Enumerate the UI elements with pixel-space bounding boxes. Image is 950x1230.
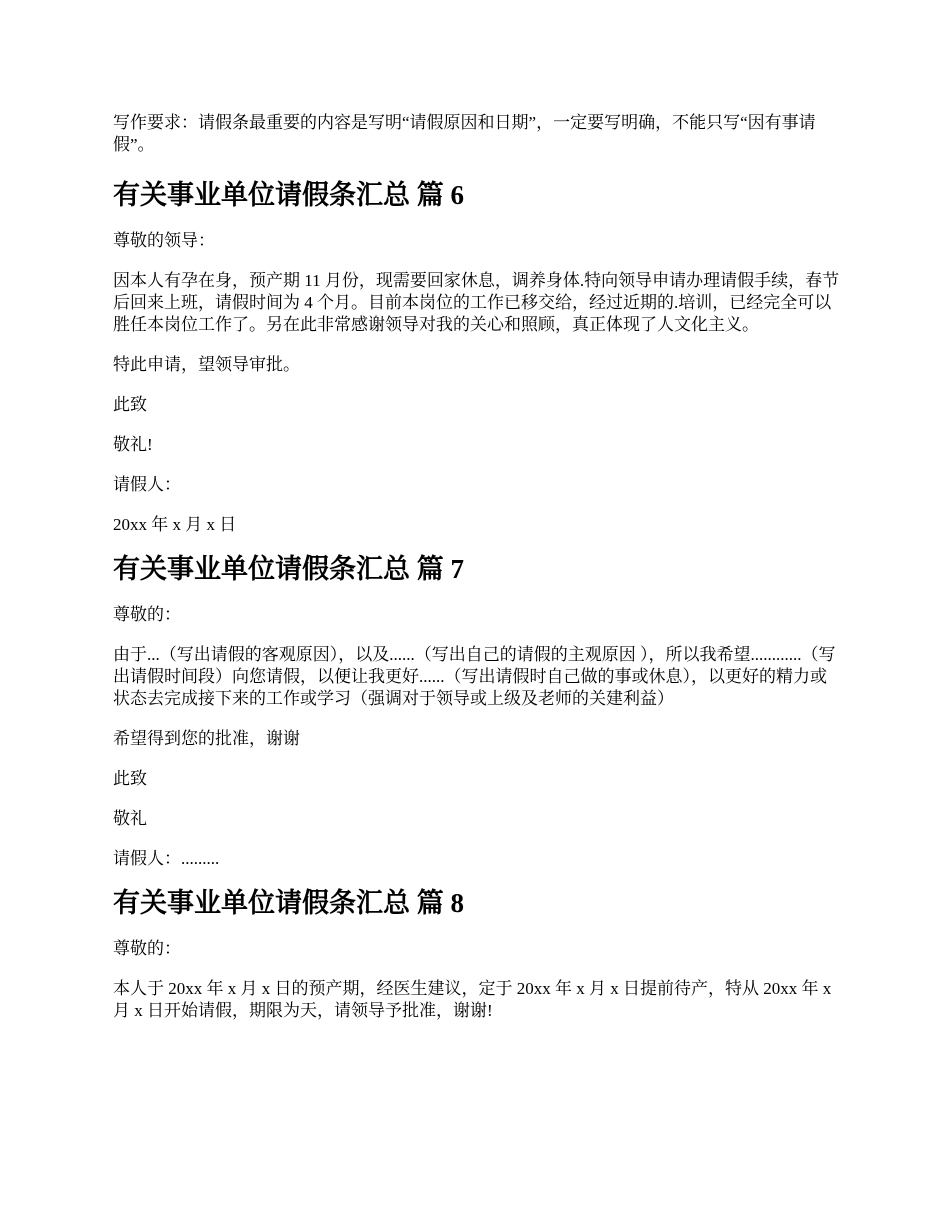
- salutation: 尊敬的领导：: [113, 231, 215, 250]
- body-paragraph: 本人于 20xx 年 x 月 x 日的预产期，经医生建议，定于 20xx 年 x 月 x 日提前待产，特从 20xx 年 x 月 x 日开始请假，期限为天，请领导予批准，谢谢!: [113, 979, 832, 1020]
- intro-paragraph: 写作要求：请假条最重要的内容是写明“请假原因和日期”，一定要写明确，不能只写“因有事请假”。: [113, 113, 816, 154]
- section-heading: 有关事业单位请假条汇总 篇 7: [113, 554, 464, 584]
- regards-line: 敬礼: [113, 809, 147, 828]
- section-heading: 有关事业单位请假条汇总 篇 8: [113, 888, 464, 918]
- body-paragraph: 由于...（写出请假的客观原因），以及......（写出自己的请假的主观原因 ），所以我希望............（写出请假时间段）向您请假，以便让我更好......（写出请假时自己做的事或休息），以更好的精力或状态去完成接下来的工作或学习（强调对于领导或上级及老师的关建利益）: [113, 645, 836, 708]
- salutation: 尊敬的：: [113, 939, 181, 958]
- section-heading: 有关事业单位请假条汇总 篇 6: [113, 180, 464, 210]
- request-line: 特此申请，望领导审批。: [113, 355, 300, 374]
- body-paragraph: 因本人有孕在身，预产期 11 月份，现需要回家休息，调养身体.特向领导申请办理请假手续，春节后回来上班，请假时间为 4 个月。目前本岗位的工作已移交给，经过近期的.培训，已经完全可以胜任本岗位工作了。另在此非常感谢领导对我的关心和照顾，真正体现了人文化主义。: [113, 271, 840, 334]
- regards-line: 敬礼!: [113, 435, 153, 454]
- section-7: [113, 552, 843, 870]
- document-page: [113, 112, 843, 1040]
- section-6: [113, 178, 843, 536]
- signature-line: 请假人：: [113, 475, 181, 494]
- section-8: [113, 886, 843, 1022]
- date-line: 20xx 年 x 月 x 日: [113, 515, 237, 534]
- closing-line: 此致: [113, 769, 147, 788]
- signature-line: 请假人：.........: [113, 849, 220, 868]
- closing-line: 此致: [113, 395, 147, 414]
- request-line: 希望得到您的批准，谢谢: [113, 729, 300, 748]
- salutation: 尊敬的：: [113, 605, 181, 624]
